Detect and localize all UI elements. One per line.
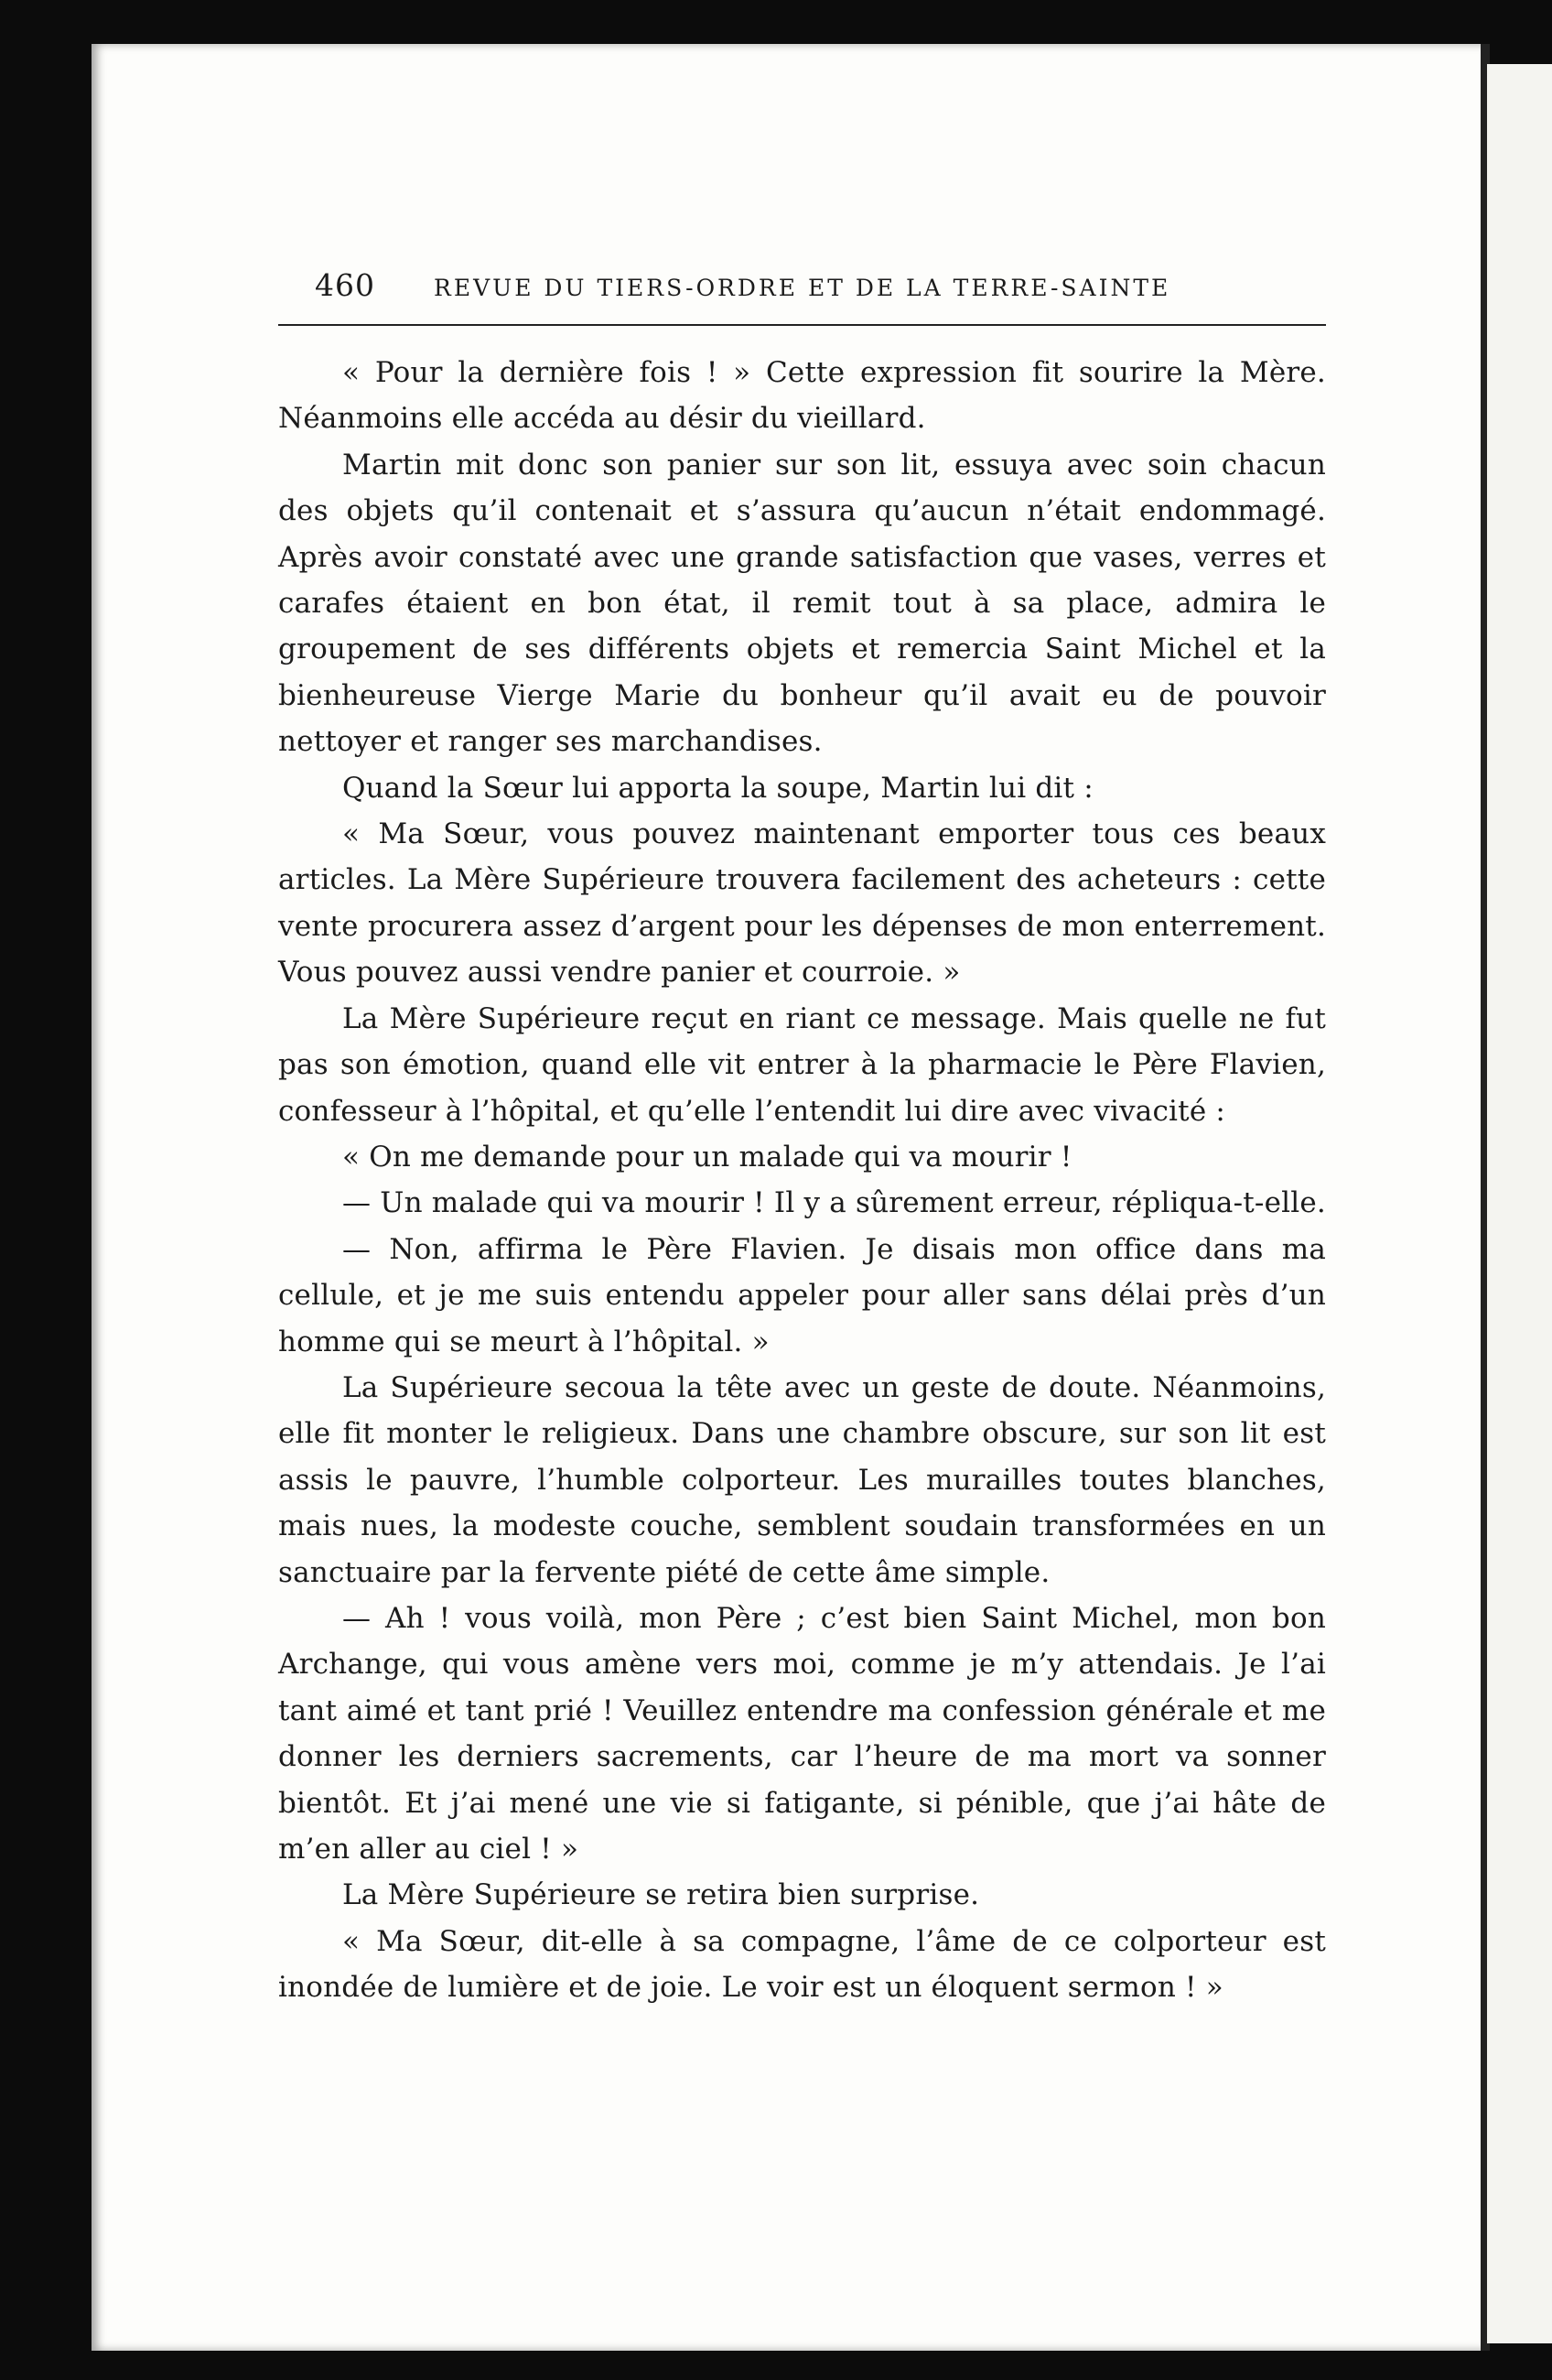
- paragraph: — Non, affirma le Père Flavien. Je disais mon office dans ma cellule, et je me suis entendu appeler pour aller sans délai près d’un homme qui se meurt à l’hôpital. »: [278, 1232, 1326, 1358]
- paragraph: Quand la Sœur lui apporta la soupe, Martin lui dit :: [342, 771, 1094, 805]
- paragraph: « Pour la dernière fois ! » Cette expression fit sourire la Mère. Néanmoins elle accéda au désir du vieillard.: [278, 356, 1326, 436]
- paragraph: — Un malade qui va mourir ! Il y a sûrement erreur, répliqua-t-elle.: [342, 1186, 1326, 1220]
- paragraph: La Mère Supérieure reçut en riant ce message. Mais quelle ne fut pas son émotion, quand elle vit entrer à la pharmacie le Père Flavien, confesseur à l’hôpital, et qu’elle l’entendit lui dire avec vivacité :: [278, 1001, 1326, 1128]
- text-block: [278, 267, 1326, 2011]
- paragraph: Martin mit donc son panier sur son lit, essuya avec soin chacun des objets qu’il contenait et s’assura qu’aucun n’était endommagé. Après avoir constaté avec une grande satisfaction que vases, verres et carafes étaient en bon état, il remit tout à sa place, admira le groupement de ses différents objets et remercia Saint Michel et la bienheureuse Vierge Marie du bonheur qu’il avait eu de pouvoir nettoyer et ranger ses marchandises.: [278, 448, 1326, 759]
- facing-page-edge: [1487, 64, 1552, 2343]
- body-text: [278, 350, 1326, 2011]
- paragraph: « Ma Sœur, dit-elle à sa compagne, l’âme de ce colporteur est inondée de lumière et de joie. Le voir est un éloquent sermon ! »: [278, 1924, 1326, 2005]
- paragraph: La Mère Supérieure se retira bien surprise.: [342, 1878, 980, 1912]
- paragraph: « Ma Sœur, vous pouvez maintenant emporter tous ces beaux articles. La Mère Supérieure trouvera facilement des acheteurs : cette vente procurera assez d’argent pour les dépenses de mon enterrement. Vous pouvez aussi vendre panier et courroie. »: [278, 817, 1326, 990]
- paragraph: La Supérieure secoua la tête avec un geste de doute. Néanmoins, elle fit monter le religieux. Dans une chambre obscure, sur son lit est assis le pauvre, l’humble colporteur. Les murailles toutes blanches, mais nues, la modeste couche, semblent soudain transformées en un sanctuaire par la fervente piété de cette âme simple.: [278, 1370, 1326, 1589]
- paragraph: « On me demande pour un malade qui va mourir !: [342, 1140, 1072, 1174]
- page-header: [278, 267, 1326, 326]
- running-title: REVUE DU TIERS-ORDRE ET DE LA TERRE-SAINTE: [434, 275, 1171, 301]
- page-number: 460: [315, 267, 375, 303]
- paragraph: — Ah ! vous voilà, mon Père ; c’est bien Saint Michel, mon bon Archange, qui vous amène vers moi, comme je m’y attendais. Je l’ai tant aimé et tant prié ! Veuillez entendre ma confession générale et me donner les derniers sacrements, car l’heure de ma mort va sonner bientôt. Et j’ai mené une vie si fatigante, si pénible, que j’ai hâte de m’en aller au ciel ! »: [278, 1601, 1326, 1866]
